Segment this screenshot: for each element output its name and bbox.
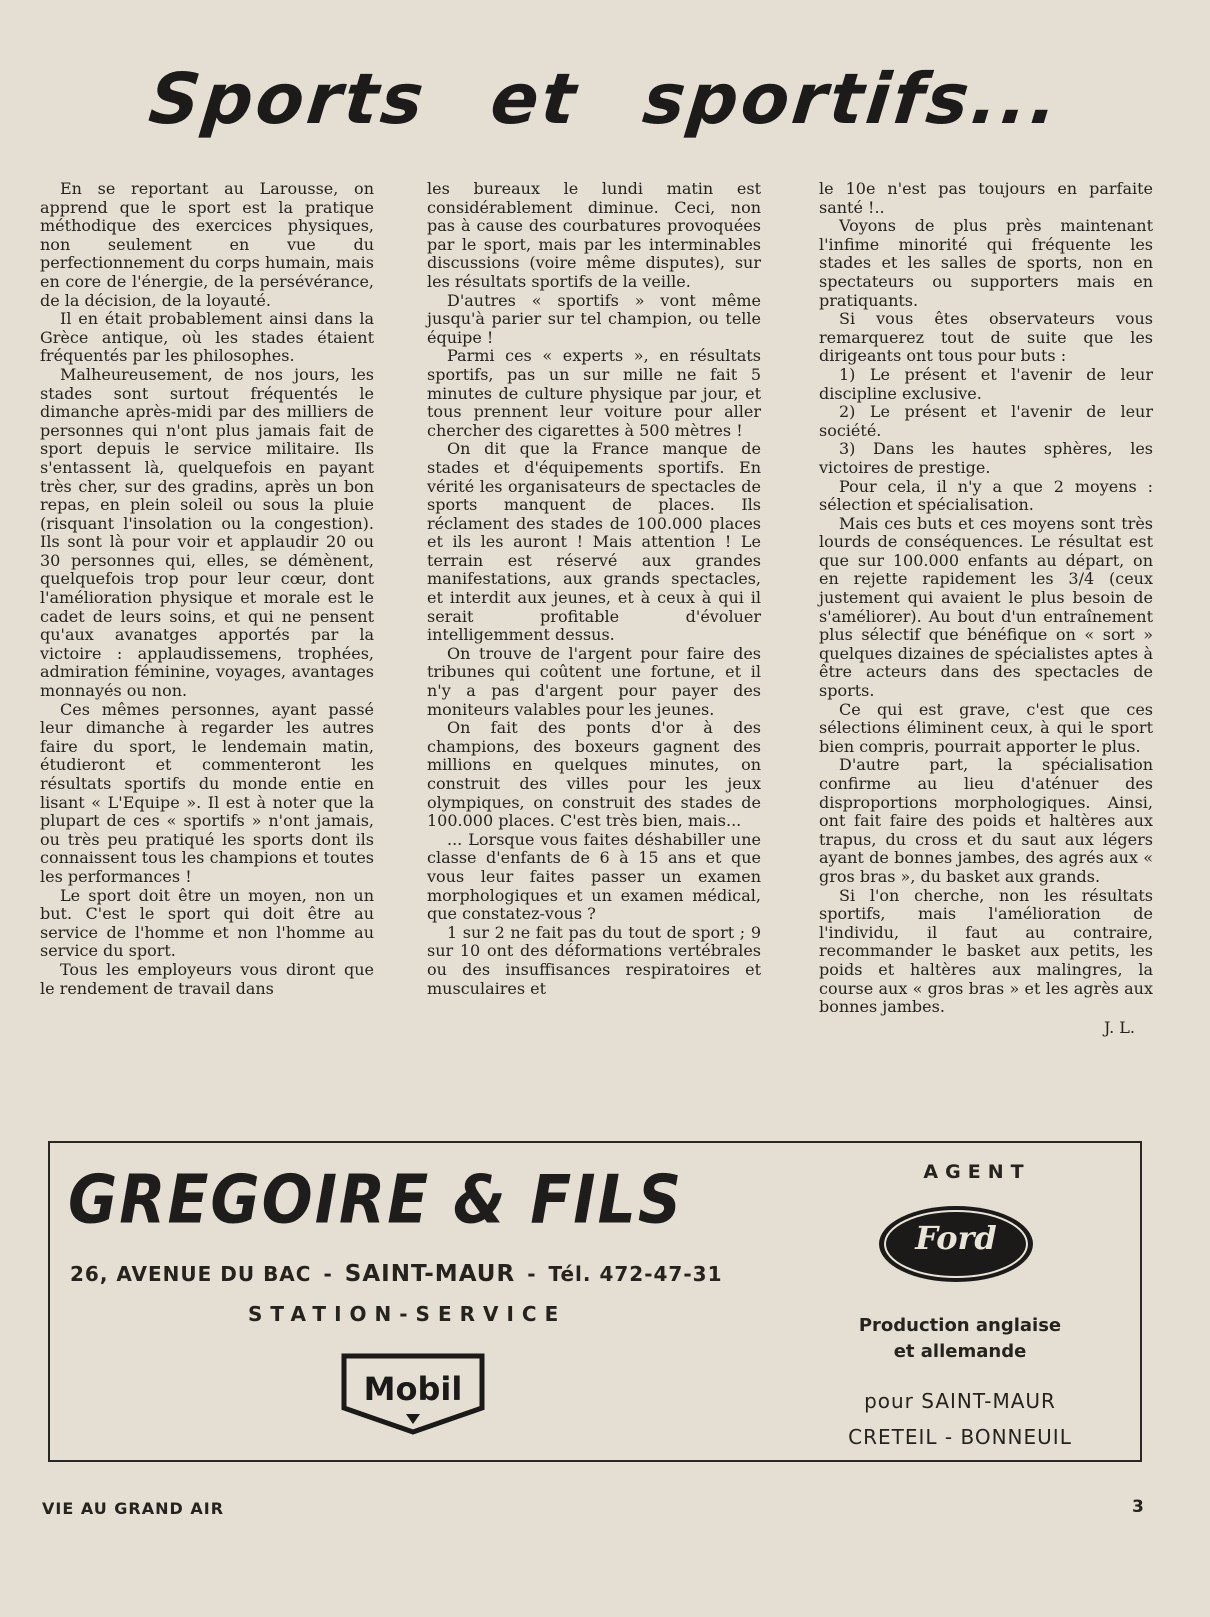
paragraph: On fait des ponts d'or à des champions, des boxeurs gagnent des millions en quelques minutes, on construit des villes pour les jeux olympiques, on construit des stades de 100.000 places. C'est très bien, mais...	[427, 718, 761, 831]
paragraph: Il en était probablement ainsi dans la Grèce antique, où les stades étaient fréquentés par les philosophes.	[40, 309, 374, 366]
ad-address-street: 26, AVENUE DU BAC	[70, 1262, 312, 1286]
paragraph: Ce qui est grave, c'est que ces sélections éliminent ceux, à qui le sport bien compris, pourrait apporter le plus.	[819, 699, 1153, 756]
ad-locations	[820, 1383, 1100, 1455]
paragraph: ... Lorsque vous faites déshabiller une classe d'enfants de 6 à 15 ans et que vous leur faites passer un examen morphologiques et un examen médical, que constatez-vous ?	[427, 829, 761, 924]
ford-logo-text: Ford	[915, 1219, 997, 1257]
paragraph: Si l'on cherche, non les résultats sportifs, mais l'amélioration de l'individu, il faut au contraire, recommander le basket aux petits, les poids et haltères aux malingres, la course aux « gros bras » et les agrès aux bonnes jambes.	[819, 885, 1153, 1017]
mobil-logo-icon	[338, 1350, 488, 1436]
ad-towns-line: CRETEIL - BONNEUIL	[848, 1425, 1072, 1449]
paragraph: Malheureusement, de nos jours, les stades sont surtout fréquentés le dimanche après-midi par des milliers de personnes qui n'ont plus jamais fait de sport depuis le service militaire. Ils s'entassent là, quelquefois en payant très cher, sur des gradins, après un bon repas, en plein soleil ou sous la pluie (risquant l'insolation ou la congestion). Ils sont là pour voir et applaudir 20 ou 30 personnes qui, elles, se démènent, quelquefois trop pour leur cœur, dont l'amélioration physique et morale est le cadet de leurs soins, et qui ne pensent qu'aux avanatges apportés par la victoire : applaudissemens, trophées, admiration féminine, voyages, avantages monnayés ou non.	[40, 364, 374, 701]
paragraph: Mais ces buts et ces moyens sont très lourds de conséquences. Le résultat est que sur 100.000 enfants au départ, on en rejette rapidement les 3/4 (ceux justement qui avaient le plus besoin de s'améliorer). Au bout d'un entraînement plus sélectif que bénéfique on « sort » quelques dizaines de spécialistes aptes à être acteurs dans des spectacles de sports.	[819, 513, 1153, 701]
paragraph: 1 sur 2 ne fait pas du tout de sport ; 9 sur 10 ont des déformations vertébrales ou des insuffisances respiratoires et musculaires et	[427, 922, 761, 998]
ad-production-text	[840, 1313, 1080, 1365]
footer-magazine-name: VIE AU GRAND AIR	[42, 1499, 225, 1518]
ad-address	[70, 1261, 722, 1287]
paragraph: En se reportant au Larousse, on apprend que le sport est la pratique méthodique des exercices physiques, non seulement en vue du perfectionnement du corps humain, mais en core de l'énergie, de la persévérance, de la décision, de la loyauté.	[40, 179, 374, 310]
paragraph: 3) Dans les hautes sphères, les victoires de prestige.	[819, 439, 1153, 477]
ad-pour-line: pour SAINT-MAUR	[864, 1389, 1056, 1413]
paragraph: Le sport doit être un moyen, non un but. C'est le sport qui doit être au service de l'homme et non l'homme au service du sport.	[40, 885, 374, 961]
separator: -	[527, 1262, 537, 1286]
separator: -	[323, 1262, 333, 1286]
article-column-2	[427, 180, 761, 998]
paragraph: les bureaux le lundi matin est considérablement diminue. Ceci, non pas à cause des courbatures provoquées par le sport, mais par les interminables discussions (voire même disputes), sur les résultats sportifs de la veille.	[427, 179, 761, 291]
paragraph: le 10e n'est pas toujours en parfaite santé !..	[819, 179, 1153, 217]
paragraph: D'autre part, la spécialisation confirme au lieu d'aténuer des disproportions morphologiques. Ainsi, ont fait faire des poids et haltères aux trapus, du cross et du saut aux légers ayant de bonnes jambes, des agrés aux « gros bras », du basket aux grands.	[819, 755, 1153, 886]
paragraph: Pour cela, il n'y a que 2 moyens : sélection et spécialisation.	[819, 476, 1153, 515]
advertisement	[48, 1141, 1142, 1462]
author-signature: J. L.	[1103, 1017, 1135, 1037]
ford-logo-icon	[876, 1203, 1036, 1285]
ad-station-service: STATION-SERVICE	[248, 1302, 567, 1326]
page-number: 3	[1132, 1497, 1144, 1517]
paragraph: Parmi ces « experts », en résultats sportifs, pas un sur mille ne fait 5 minutes de culture physique par jour, et tous prennent leur voiture pour aller chercher des cigarettes à 500 mètres !	[427, 346, 761, 440]
article-column-1	[40, 180, 374, 998]
paragraph: On dit que la France manque de stades et d'équipements sportifs. En vérité les organisateurs de spectacles de sports manquent de places. Ils réclament des stades de 100.000 places et ils les auront ! Mais attention ! Le terrain est réservé aux grandes manifestations, aux grands spectacles, et interdit aux jeunes, et à ceux à qui il serait profitable d'évoluer intelligemment dessus.	[427, 439, 761, 645]
ad-production-line-2: et allemande	[893, 1341, 1027, 1362]
page-title: Sports et sportifs...	[145, 58, 1065, 140]
paragraph: 2) Le présent et l'avenir de leur société.	[819, 402, 1153, 440]
ad-agent-label: AGENT	[923, 1161, 1031, 1183]
paragraph: D'autres « sportifs » vont même jusqu'à parier sur tel champion, ou telle équipe !	[427, 290, 761, 347]
paragraph: 1) Le présent et l'avenir de leur discipline exclusive.	[819, 364, 1153, 403]
mobil-logo-text: Mobil	[363, 1370, 463, 1408]
ad-phone: Tél. 472-47-31	[548, 1262, 723, 1286]
ad-production-line-1: Production anglaise	[858, 1315, 1062, 1336]
paragraph: Ces mêmes personnes, ayant passé leur dimanche à regarder les autres faire du sport, le lendemain matin, étudieront et commenteront les résultats sportifs du monde entie en lisant « L'Equipe ». Il est à noter que la plupart de ces « sportifs » n'ont jamais, ou très peu pratiqué les sports dont ils connaissent tous les champions et toutes les performances !	[40, 699, 374, 886]
ad-address-city: SAINT-MAUR	[344, 1261, 516, 1287]
article-column-3	[819, 180, 1153, 1037]
ad-brand-name: GREGOIRE & FILS	[68, 1161, 684, 1240]
paragraph: Si vous êtes observateurs vous remarquerez tout de suite que les dirigeants ont tous pour buts :	[819, 309, 1153, 366]
paragraph: Voyons de plus près maintenant l'infime minorité qui fréquente les stades et les salles de sports, non en spectateurs ou supporters mais en pratiquants.	[819, 216, 1153, 310]
paragraph: Tous les employeurs vous diront que le rendement de travail dans	[40, 959, 374, 998]
paragraph: On trouve de l'argent pour faire des tribunes qui coûtent une fortune, et il n'y a pas d'argent pour payer des moniteurs valables pour les jeunes.	[427, 643, 761, 719]
